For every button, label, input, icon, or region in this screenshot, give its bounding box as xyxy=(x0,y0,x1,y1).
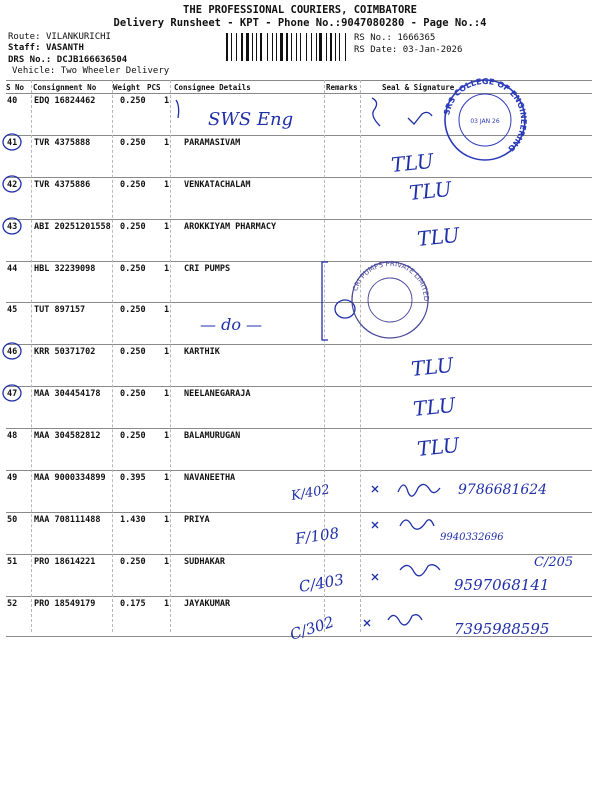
barcode-bar xyxy=(335,33,337,61)
route-label: Route: xyxy=(8,32,41,42)
row-consignee: SUDHAKAR xyxy=(184,557,225,567)
rs-no-label: RS No.: xyxy=(354,33,392,43)
handwritten-phone: 9786681624 xyxy=(458,482,548,498)
barcode-bar xyxy=(231,33,232,61)
barcode-bar xyxy=(326,33,327,61)
handwritten-flat: C/302 xyxy=(287,612,337,644)
barcode-bar xyxy=(293,33,295,61)
row-pcs: 1 xyxy=(164,515,170,525)
row-pcs: 1 xyxy=(164,222,170,232)
barcode-bar xyxy=(330,33,332,61)
barcode-bar xyxy=(328,33,329,61)
row-sno: 49 xyxy=(7,473,18,483)
row-sno: 46 xyxy=(7,347,18,357)
company-title: THE PROFESSIONAL COURIERS, COIMBATORE xyxy=(183,4,417,16)
handwritten-signature: TLU xyxy=(410,352,455,381)
row-weight: 0.250 xyxy=(120,96,146,106)
barcode-bar xyxy=(238,33,240,61)
table-row xyxy=(6,347,592,387)
table-row xyxy=(6,389,592,429)
barcode-bar xyxy=(311,33,312,61)
row-consignment: EDQ 16824462 xyxy=(34,96,96,106)
vehicle-value: Two Wheeler Delivery xyxy=(60,66,170,76)
barcode-bar xyxy=(250,33,251,61)
barcode-bar xyxy=(313,33,315,61)
column-divider xyxy=(360,80,361,632)
table-row xyxy=(6,96,592,136)
barcode-bar xyxy=(272,33,273,61)
row-sno: 51 xyxy=(7,557,18,567)
row-consignee: PRIYA xyxy=(184,515,210,525)
college-seal-text: SRS COLLEGE OF ENGINEERING xyxy=(442,76,529,154)
barcode-bar xyxy=(280,33,283,61)
handwritten-signature: TLU xyxy=(416,222,461,251)
row-consignee: AROKKIYAM PHARMACY xyxy=(184,222,277,232)
row-sno: 42 xyxy=(7,180,18,190)
column-divider xyxy=(170,80,171,632)
handwritten-note: — do — xyxy=(200,315,263,334)
row-pcs: 1 xyxy=(164,473,170,483)
row-consignment: TVR 4375888 xyxy=(34,138,91,148)
row-weight: 0.395 xyxy=(120,473,146,483)
college-seal-date: 03 JAN 26 xyxy=(470,118,500,125)
handwritten-phone: 7395988595 xyxy=(454,620,550,638)
handwritten-phone: 9940332696 xyxy=(440,532,504,543)
barcode-bar xyxy=(241,33,243,61)
barcode-bar xyxy=(308,33,310,61)
barcode-bar xyxy=(236,33,237,61)
row-pcs: 1 xyxy=(164,305,170,315)
handwritten-signature: TLU xyxy=(408,176,453,205)
barcode-bar xyxy=(316,33,317,61)
row-weight: 1.430 xyxy=(120,515,146,525)
row-weight: 0.250 xyxy=(120,138,146,148)
row-consignee: KARTHIK xyxy=(184,347,220,357)
barcode-bar xyxy=(263,33,266,61)
barcode-bar xyxy=(341,33,344,61)
barcode-bar xyxy=(291,33,292,61)
barcode-bar xyxy=(229,33,230,61)
handwritten-phone: 9597068141 xyxy=(454,576,550,594)
barcode-bar xyxy=(286,33,288,61)
barcode-bar xyxy=(300,33,301,61)
row-pcs: 1 xyxy=(164,557,170,567)
row-consignment: KRR 50371702 xyxy=(34,347,96,357)
row-pcs: 1 xyxy=(164,347,170,357)
drs-line xyxy=(8,55,127,65)
row-consignment: MAA 304582812 xyxy=(34,431,101,441)
vehicle-line xyxy=(12,66,169,76)
barcode-bar xyxy=(278,33,279,61)
row-weight: 0.250 xyxy=(120,180,146,190)
row-weight: 0.250 xyxy=(120,557,146,567)
company-seal-text: CRI PUMPS PRIVATE LIMITED xyxy=(351,259,431,302)
col-consignment: Consignment No xyxy=(33,83,97,92)
barcode-bar xyxy=(274,33,275,61)
row-consignment: PRO 18614221 xyxy=(34,557,96,567)
row-pcs: 1 xyxy=(164,180,170,190)
barcode-bar xyxy=(252,33,253,61)
table-row xyxy=(6,431,592,471)
drs-value: DCJB166636504 xyxy=(56,55,128,65)
row-weight: 0.250 xyxy=(120,431,146,441)
table-row xyxy=(6,138,592,178)
barcode-bar xyxy=(302,33,305,61)
row-weight: 0.175 xyxy=(120,599,146,609)
barcode-bar xyxy=(233,33,236,61)
row-consignment: TUT 897157 xyxy=(34,305,86,315)
row-sno: 52 xyxy=(7,599,18,609)
column-divider xyxy=(112,80,113,632)
row-pcs: 1 xyxy=(164,96,170,106)
col-sno: S No xyxy=(6,83,25,92)
table-row xyxy=(6,264,592,303)
barcode-bar xyxy=(269,33,271,61)
handwritten-flat: F/108 xyxy=(294,523,341,548)
barcode-bar xyxy=(284,33,285,61)
barcode-bar xyxy=(319,33,322,61)
rs-date-value: 03-Jan-2026 xyxy=(402,45,463,55)
staff-label: Staff: xyxy=(8,43,41,53)
drs-label: DRS No.: xyxy=(8,55,52,65)
row-sno: 41 xyxy=(7,138,18,148)
staff-value: VASANTH xyxy=(45,43,84,53)
table-row xyxy=(6,599,592,637)
barcode-bar xyxy=(317,33,318,61)
row-pcs: 1 xyxy=(164,138,170,148)
handwritten-signature: TLU xyxy=(416,432,461,461)
barcode-bar xyxy=(345,33,346,61)
col-seal-signature: Seal & Signature xyxy=(382,83,455,92)
table-row xyxy=(6,180,592,220)
col-weight: Weight xyxy=(113,83,141,92)
row-consignee: NAVANEETHA xyxy=(184,473,236,483)
row-sno: 45 xyxy=(7,305,18,315)
handwritten-flat: C/403 xyxy=(297,570,346,596)
col-remarks: Remarks xyxy=(326,83,358,92)
row-consignment: PRO 18549179 xyxy=(34,599,96,609)
handwritten-signature: TLU xyxy=(412,392,457,421)
handwritten-flat: K/402 xyxy=(290,482,332,504)
table-row xyxy=(6,473,592,513)
row-sno: 50 xyxy=(7,515,18,525)
row-consignee: VENKATACHALAM xyxy=(184,180,251,190)
barcode-bar xyxy=(337,33,338,61)
row-consignment: ABI 20251201558 xyxy=(34,222,111,232)
column-divider xyxy=(31,80,32,632)
row-sno: 40 xyxy=(7,96,18,106)
table-header xyxy=(6,81,592,94)
barcode xyxy=(226,33,350,61)
row-weight: 0.250 xyxy=(120,305,146,315)
column-divider xyxy=(324,80,325,632)
row-sno: 47 xyxy=(7,389,18,399)
row-consignment: HBL 32239098 xyxy=(34,264,96,274)
table-row xyxy=(6,515,592,555)
barcode-bar xyxy=(306,33,307,61)
table-row xyxy=(6,222,592,262)
rs-date-label: RS Date: xyxy=(354,45,398,55)
handwritten-note: SWS Eng xyxy=(208,109,294,130)
barcode-bar xyxy=(254,33,256,61)
staff-line xyxy=(8,43,84,53)
barcode-bar xyxy=(289,33,290,61)
table-row xyxy=(6,305,592,345)
rs-no-value: 1666365 xyxy=(397,33,436,43)
row-pcs: 1 xyxy=(164,599,170,609)
barcode-bar xyxy=(298,33,299,61)
handwritten-signature: TLU xyxy=(390,148,435,177)
row-sno: 48 xyxy=(7,431,18,441)
barcode-bar xyxy=(347,33,349,61)
row-sno: 43 xyxy=(7,222,18,232)
row-sno: 44 xyxy=(7,264,18,274)
row-weight: 0.250 xyxy=(120,389,146,399)
barcode-bar xyxy=(260,33,262,61)
rs-date-line xyxy=(354,45,462,55)
col-consignee: Consignee Details xyxy=(174,83,251,92)
row-consignee: JAYAKUMAR xyxy=(184,599,231,609)
barcode-bar xyxy=(246,33,249,61)
row-weight: 0.250 xyxy=(120,222,146,232)
table-row xyxy=(6,557,592,597)
handwritten-flat: C/205 xyxy=(534,555,574,570)
barcode-bar xyxy=(256,33,257,61)
row-consignment: MAA 9000334899 xyxy=(34,473,106,483)
barcode-bar xyxy=(267,33,268,61)
row-consignee: PARAMASIVAM xyxy=(184,138,241,148)
row-consignment: MAA 304454178 xyxy=(34,389,101,399)
barcode-bar xyxy=(296,33,298,61)
route-line xyxy=(8,32,111,42)
row-consignee: CRI PUMPS xyxy=(184,264,231,274)
row-consignment: MAA 708111488 xyxy=(34,515,101,525)
barcode-bar xyxy=(276,33,278,61)
barcode-bar xyxy=(258,33,259,61)
barcode-bar xyxy=(226,33,228,61)
row-weight: 0.250 xyxy=(120,347,146,357)
row-weight: 0.250 xyxy=(120,264,146,274)
row-consignment: TVR 4375886 xyxy=(34,180,91,190)
row-pcs: 1 xyxy=(164,389,170,399)
rs-no-line xyxy=(354,33,435,43)
barcode-bar xyxy=(244,33,245,61)
runsheet-title: Delivery Runsheet - KPT - Phone No.:9047080280 - Page No.:4 xyxy=(113,17,487,29)
barcode-bar xyxy=(333,33,334,61)
barcode-bar xyxy=(339,33,340,61)
row-pcs: 1 xyxy=(164,431,170,441)
route-value: VILANKURICHI xyxy=(45,32,111,42)
row-consignee: NEELANEGARAJA xyxy=(184,389,251,399)
col-pcs: PCS xyxy=(147,83,161,92)
vehicle-label: Vehicle: xyxy=(12,66,56,76)
barcode-bar xyxy=(323,33,325,61)
row-pcs: 1 xyxy=(164,264,170,274)
row-consignee: BALAMURUGAN xyxy=(184,431,241,441)
